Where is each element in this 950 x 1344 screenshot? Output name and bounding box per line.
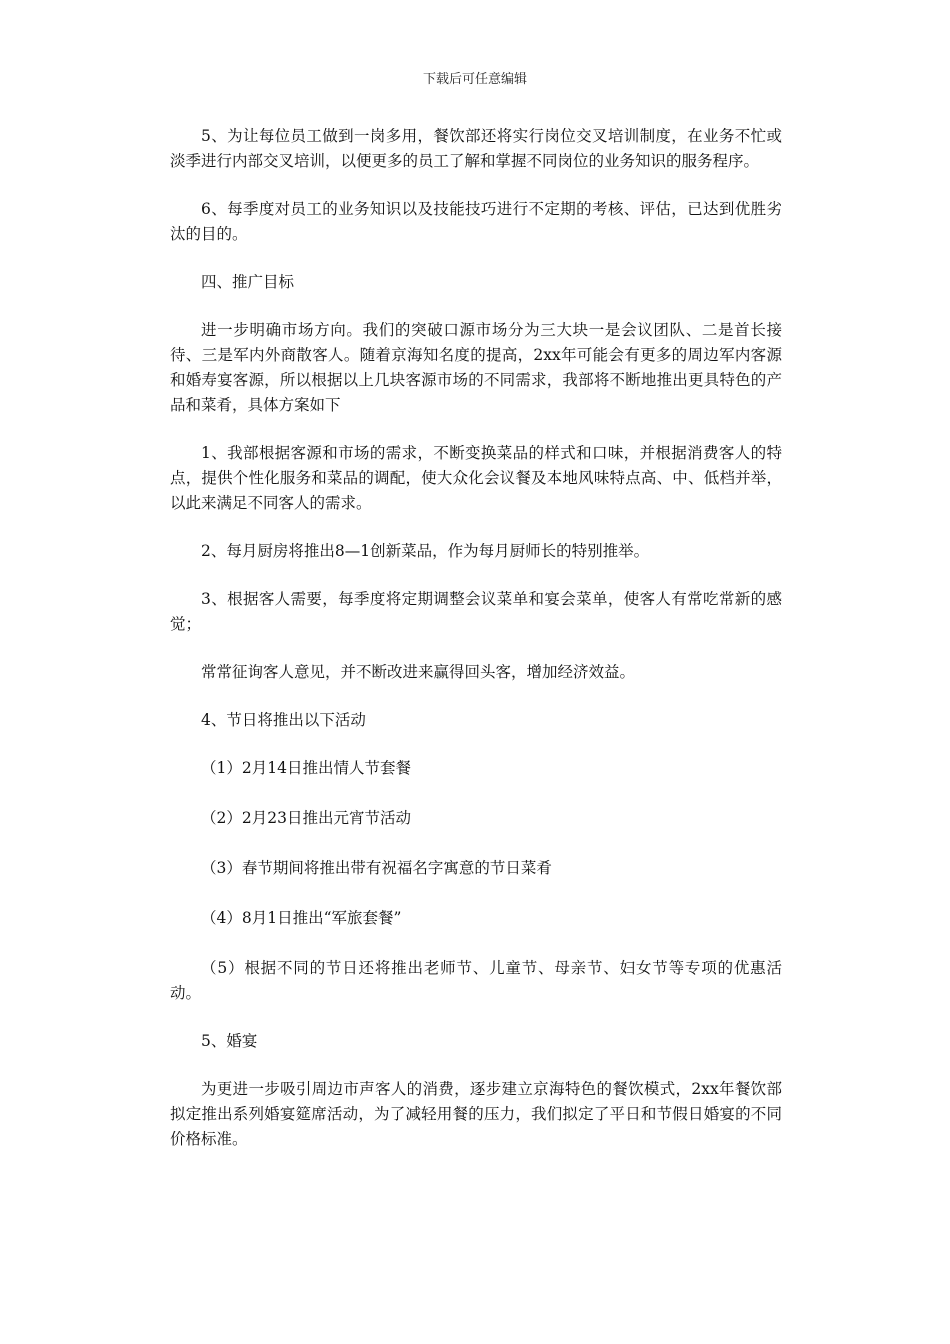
paragraph-item-1: 1、我部根据客源和市场的需求，不断变换菜品的样式和口味，并根据消费客人的特点，提供个性化服务和菜品的调配，使大众化会议餐及本地风味特点高、中、低档并举，以此来满足不同客人的需求。 bbox=[170, 444, 782, 512]
document-body bbox=[170, 124, 782, 1175]
festival-item-4: （4）8月1日推出“军旅套餐” bbox=[201, 909, 402, 927]
section-heading-wedding: 5、婚宴 bbox=[201, 1032, 258, 1050]
section-heading-promotion-goals: 四、推广目标 bbox=[201, 273, 295, 291]
paragraph-item-4: 4、节日将推出以下活动 bbox=[201, 711, 366, 729]
paragraph-item-3: 3、根据客人需要，每季度将定期调整会议菜单和宴会菜单，使客人有常吃常新的感觉； bbox=[170, 590, 782, 633]
festival-item-5: （5）根据不同的节日还将推出老师节、儿童节、母亲节、妇女节等专项的优惠活动。 bbox=[170, 959, 782, 1002]
paragraph-market-direction: 进一步明确市场方向。我们的突破口源市场分为三大块一是会议团队、二是首长接待、三是军内外商散客人。随着京海知名度的提高，2xx年可能会有更多的周边军内客源和婚寿宴客源，所以根据以上几块客源市场的不同需求，我部将不断地推出更具特色的产品和菜肴，具体方案如下 bbox=[170, 321, 782, 414]
paragraph-item-5: 5、为让每位员工做到一岗多用，餐饮部还将实行岗位交叉培训制度，在业务不忙或淡季进行内部交叉培训，以便更多的员工了解和掌握不同岗位的业务知识的服务程序。 bbox=[170, 127, 782, 170]
paragraph-item-2: 2、每月厨房将推出8—1创新菜品，作为每月厨师长的特别推举。 bbox=[201, 542, 650, 560]
festival-item-3: （3）春节期间将推出带有祝福名字寓意的节日菜肴 bbox=[201, 859, 552, 877]
festival-item-1: （1）2月14日推出情人节套餐 bbox=[201, 759, 411, 777]
paragraph-item-6: 6、每季度对员工的业务知识以及技能技巧进行不定期的考核、评估，已达到优胜劣汰的目的。 bbox=[170, 200, 782, 243]
paragraph-feedback: 常常征询客人意见，并不断改进来赢得回头客，增加经济效益。 bbox=[201, 663, 636, 681]
page-header: 下载后可任意编辑 bbox=[422, 72, 527, 87]
festival-item-2: （2）2月23日推出元宵节活动 bbox=[201, 809, 411, 827]
paragraph-wedding-banquet: 为更进一步吸引周边市声客人的消费，逐步建立京海特色的餐饮模式，2xx年餐饮部拟定推出系列婚宴筵席活动，为了减轻用餐的压力，我们拟定了平日和节假日婚宴的不同价格标准。 bbox=[170, 1080, 782, 1148]
